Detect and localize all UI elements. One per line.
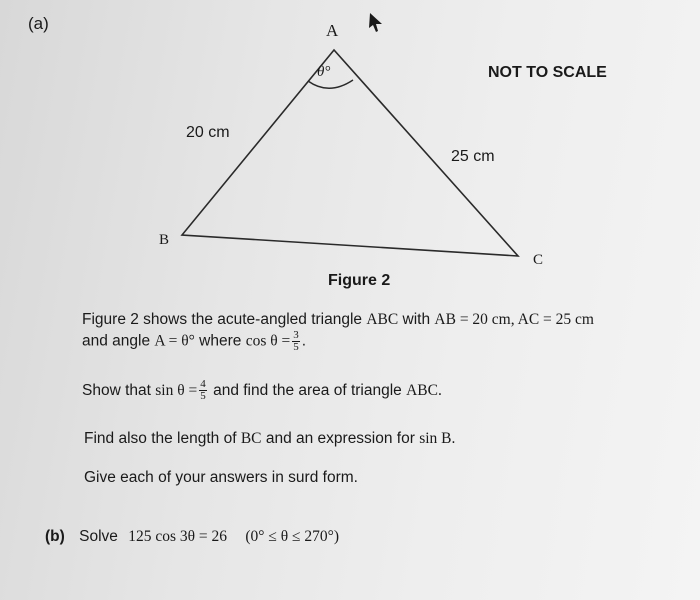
vertex-c-label: C (533, 252, 544, 268)
sin-fraction (199, 379, 207, 402)
find-also-line (84, 430, 455, 448)
surd-form-line: Give each of your answers in surd form. (84, 469, 358, 486)
sin-b: sin B. (419, 430, 456, 447)
mouse-cursor-icon (369, 13, 382, 32)
cos-expression: cos θ = (245, 332, 291, 350)
triangle-name: ABC (366, 311, 399, 328)
cos-denominator: 5 (293, 341, 299, 353)
part-b-line (45, 528, 339, 546)
question-text: with (398, 311, 435, 328)
cos-fraction (292, 330, 300, 353)
question-text: Find also the length of (84, 430, 241, 447)
cos-numerator: 3 (293, 329, 299, 341)
side-bc: BC (240, 430, 262, 447)
side-ab-value: AB = 20 cm, (434, 311, 518, 328)
figure-caption: Figure 2 (328, 272, 391, 289)
question-text: and an expression for (261, 430, 420, 447)
angle-theta-label: θ° (317, 64, 331, 80)
show-that-line (82, 379, 442, 403)
sin-denominator: 5 (200, 390, 206, 403)
part-b-label: (b) (45, 528, 65, 545)
side-ac-label: 25 cm (451, 148, 495, 165)
question-text: . (301, 332, 307, 350)
angle-arc (308, 80, 353, 88)
vertex-a-label: A (326, 21, 339, 40)
side-ab-label: 20 cm (186, 124, 230, 141)
equation: 125 cos 3θ = 26 (128, 528, 228, 545)
question-text: Show that (82, 382, 156, 399)
solve-word: Solve (79, 528, 118, 545)
angle-a-value: A = θ° (154, 332, 195, 350)
side-ac-value: AC = 25 cm (517, 311, 594, 328)
question-text: and find the area of triangle (208, 382, 407, 399)
question-text: and angle (82, 332, 155, 350)
question-line-2 (82, 330, 306, 353)
triangle-name: ABC. (406, 382, 442, 399)
sin-numerator: 4 (200, 378, 206, 391)
not-to-scale-label: NOT TO SCALE (488, 64, 607, 81)
question-text: Figure 2 shows the acute-angled triangle (82, 311, 367, 328)
range: (0° ≤ θ ≤ 270°) (245, 528, 340, 545)
question-text: where (194, 332, 246, 350)
sin-expression: sin θ = (155, 382, 198, 399)
part-a-label: (a) (28, 14, 49, 33)
question-line-1 (82, 311, 594, 329)
vertex-b-label: B (159, 232, 170, 248)
